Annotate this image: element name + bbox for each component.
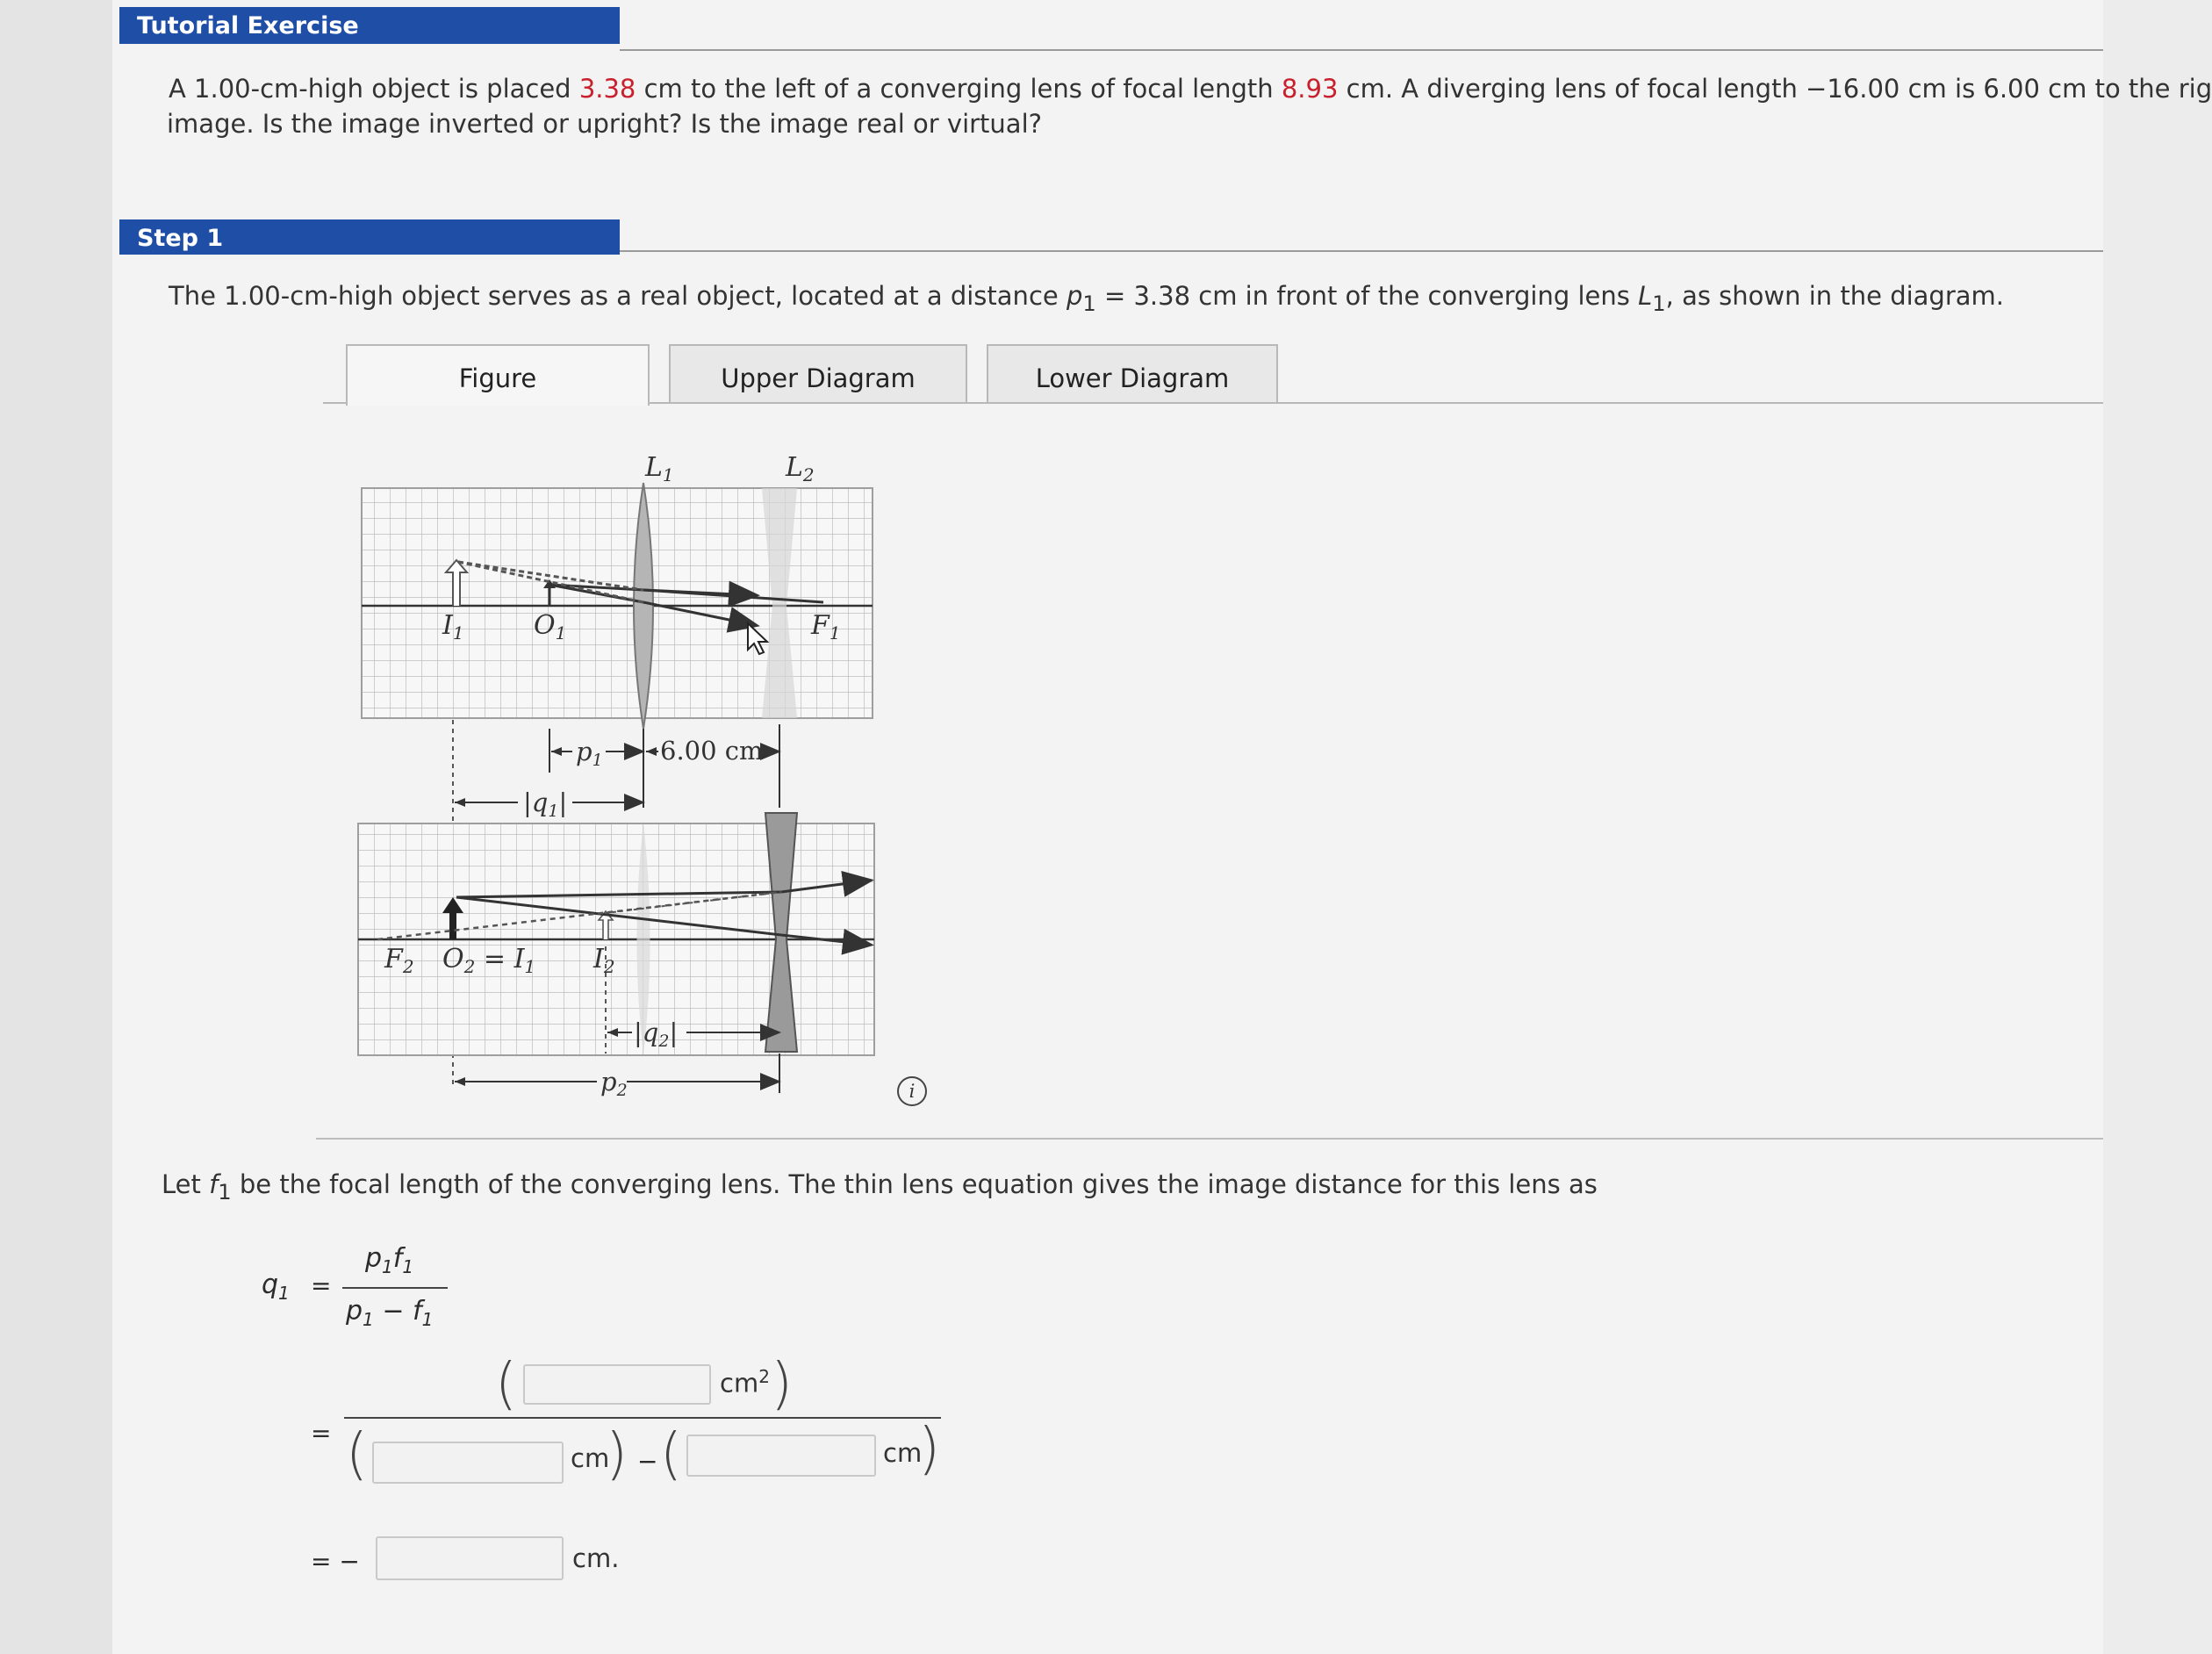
problem-text-line2: image. Is the image inverted or upright? Is the image real or virtual? [167, 109, 1043, 139]
close-paren-numerator: ) [771, 1352, 793, 1417]
result-prefix: = − [311, 1547, 360, 1576]
unit-cm-1: cm [571, 1443, 610, 1473]
fraction-bar-1 [342, 1287, 448, 1289]
label-p1: $p_1$ [576, 737, 603, 770]
label-q2: $|q_2|$ [634, 1018, 679, 1051]
step-text: The 1.00-cm-high object serves as a real object, located at a distance $p_1 = 3.38$ cm in front of the converging lens $L_1$, as shown in the diagram. [169, 281, 2004, 316]
equation-lhs: $q_1$ [262, 1269, 290, 1304]
tab-upper-diagram[interactable]: Upper Diagram [669, 344, 967, 404]
label-L2: $L_2$ [786, 452, 815, 485]
left-margin [0, 0, 112, 1654]
focal-length: 8.93 [1281, 74, 1339, 104]
upper-grid [362, 488, 873, 718]
label-I2: $I_2$ [593, 944, 615, 977]
figure-separator [316, 1138, 2103, 1140]
tab-baseline-left [323, 402, 348, 404]
label-q1: $|q_1|$ [523, 787, 568, 821]
label-p2: $p_2$ [600, 1067, 628, 1100]
equation-equals-1: = [311, 1271, 332, 1300]
label-distance: 6.00 cm [660, 736, 764, 766]
close-paren-p: ) [606, 1422, 628, 1487]
minus-sign: − [637, 1447, 658, 1476]
fraction-bar-2 [344, 1417, 941, 1419]
open-paren-numerator: ( [495, 1352, 517, 1417]
result-input[interactable] [376, 1536, 564, 1580]
unit-cm-squared: $cm^2$ [720, 1366, 770, 1399]
lens-diagram [342, 439, 904, 1124]
step-header: Step 1 [119, 219, 620, 255]
denominator-p-input[interactable] [372, 1442, 564, 1484]
label-L1: $L_1$ [645, 452, 674, 485]
unit-cm-result: cm. [572, 1543, 620, 1573]
equation-equals-2: = [311, 1419, 332, 1448]
open-paren-f: ( [660, 1422, 682, 1487]
close-paren-f: ) [918, 1417, 940, 1482]
tab-baseline [650, 402, 2103, 404]
tab-figure[interactable]: Figure [346, 344, 650, 406]
info-icon[interactable]: i [897, 1076, 927, 1106]
tutorial-header: Tutorial Exercise [119, 7, 620, 44]
label-O1: $O_1$ [534, 610, 567, 644]
open-paren-p: ( [346, 1422, 368, 1487]
problem-text-line1: A 1.00-cm-high object is placed 3.38 cm to the left of a converging lens of focal length 8.93 cm. A diverging lens of focal length −16.00 cm is 6.00 cm to the rig [169, 74, 2212, 104]
label-I1: $I_1$ [442, 610, 464, 644]
header-rule [620, 49, 2103, 51]
denominator-f-input[interactable] [686, 1435, 876, 1477]
numerator-input[interactable] [523, 1364, 711, 1405]
step-rule [620, 250, 2103, 252]
tab-lower-diagram[interactable]: Lower Diagram [987, 344, 1278, 404]
equation-intro: Let $f_1$ be the focal length of the converging lens. The thin lens equation gives the image distance for this lens as [162, 1169, 1598, 1205]
unit-cm-2: cm [883, 1438, 923, 1468]
label-O2-eq-I1: $O_2 = I_1$ [442, 944, 536, 977]
fraction-denominator: $p_1 - f_1$ [346, 1296, 434, 1330]
fraction-numerator: $p_1f_1$ [365, 1243, 414, 1277]
label-F1: $F_1$ [811, 610, 841, 644]
label-F2: $F_2$ [384, 944, 414, 977]
object-distance: 3.38 [578, 74, 636, 104]
